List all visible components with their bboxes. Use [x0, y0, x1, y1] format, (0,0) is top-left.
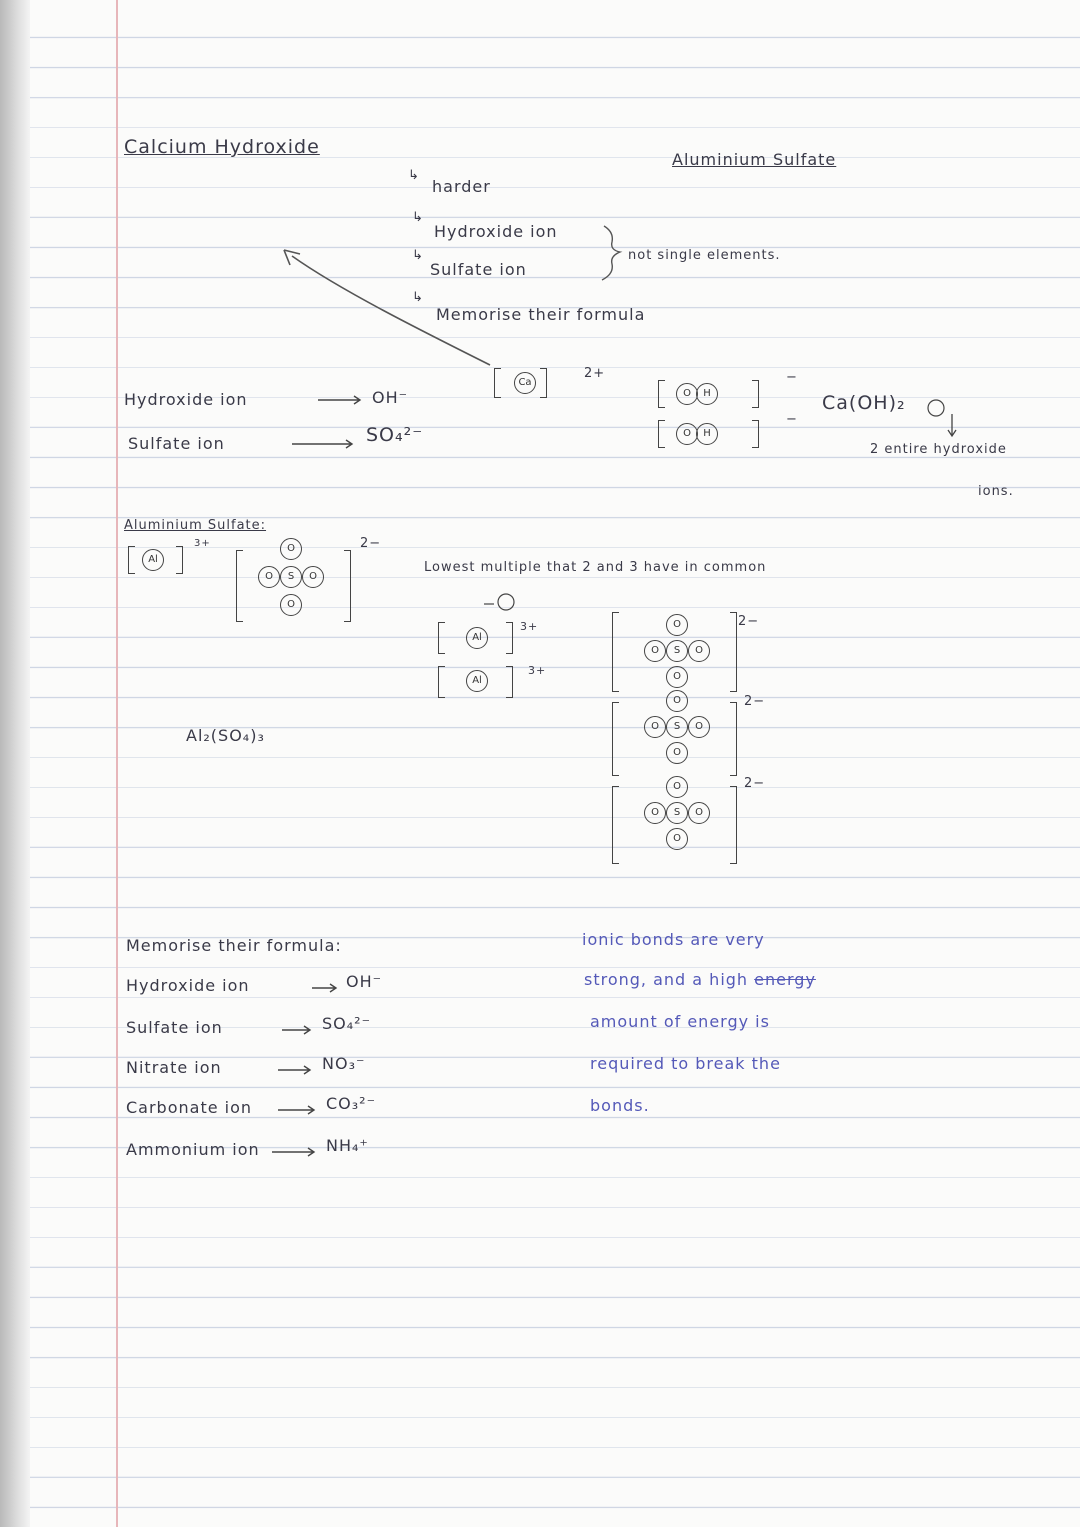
connector-line — [292, 256, 490, 365]
oxygen-atom: O — [666, 742, 688, 764]
calcium-charge: 2+ — [584, 366, 606, 381]
aluminium-atom: Al — [466, 627, 488, 649]
ionic-note-line1: ionic bonds are very — [582, 930, 765, 949]
arrow-icon — [312, 984, 336, 992]
oxygen-atom: O — [688, 802, 710, 824]
oxygen-atom: O — [676, 383, 698, 405]
note-not-single: not single elements. — [628, 248, 781, 263]
aluminium-charge: 3+ — [194, 538, 211, 549]
ionic-note-line3: amount of energy is — [590, 1012, 770, 1031]
memorise-label-hydroxide: Hydroxide ion — [126, 976, 250, 995]
aluminium-charge: 3+ — [528, 664, 547, 677]
hydrogen-atom: H — [696, 423, 718, 445]
arrow-icon — [272, 1148, 314, 1156]
sulfur-atom: S — [666, 640, 688, 662]
note-entire-hydroxide: 2 entire hydroxide — [870, 442, 1007, 457]
oxygen-atom: O — [676, 423, 698, 445]
brace-icon — [602, 226, 620, 280]
oxygen-atom: O — [688, 716, 710, 738]
note-ions: ions. — [978, 484, 1014, 499]
hydroxide-ion-formula: OH⁻ — [372, 388, 409, 407]
oxygen-atom: O — [666, 776, 688, 798]
sulfate-charge: 2− — [738, 614, 760, 629]
sulfur-atom: S — [280, 566, 302, 588]
hydroxide-charge: − — [786, 412, 798, 427]
memorise-formula-ammonium: NH₄⁺ — [326, 1136, 369, 1155]
note-lowest-multiple: Lowest multiple that 2 and 3 have in common — [424, 560, 767, 575]
sulfate-ion-label: Sulfate ion — [128, 434, 225, 453]
bullet-arrow-icon: ↳ — [408, 168, 420, 183]
arrow-icon — [948, 414, 956, 436]
memorise-label-carbonate: Carbonate ion — [126, 1098, 253, 1117]
arrow-icon — [292, 440, 352, 448]
bullet-arrow-icon: ↳ — [412, 248, 424, 263]
ionic-note-line5: bonds. — [590, 1096, 650, 1115]
sulfur-atom: S — [666, 716, 688, 738]
sulfate-charge: 2− — [744, 694, 766, 709]
note-harder: harder — [432, 177, 491, 196]
oxygen-atom: O — [644, 640, 666, 662]
bullet-arrow-icon: ↳ — [412, 210, 424, 225]
hydroxide-charge: − — [786, 370, 798, 385]
bullet-arrow-icon: ↳ — [412, 290, 424, 305]
circle-mark — [498, 594, 514, 610]
sulfate-ion-formula: SO₄²⁻ — [366, 424, 424, 446]
aluminium-sulfate-title: Aluminium Sulfate — [672, 150, 837, 169]
oxygen-atom: O — [280, 538, 302, 560]
aluminium-charge: 3+ — [520, 620, 539, 633]
memorise-label-sulfate: Sulfate ion — [126, 1018, 223, 1037]
oxygen-atom: O — [666, 828, 688, 850]
note-memorise: Memorise their formula — [436, 305, 646, 324]
circle-mark — [928, 400, 944, 416]
memorise-formula-hydroxide: OH⁻ — [346, 972, 383, 991]
sulfate-charge: 2− — [360, 536, 382, 551]
note-hydroxide-ion: Hydroxide ion — [434, 222, 558, 241]
memorise-formula-carbonate: CO₃²⁻ — [326, 1094, 377, 1113]
hydrogen-atom: H — [696, 383, 718, 405]
formula-al2so43: Al₂(SO₄)₃ — [186, 726, 265, 745]
memorise-heading: Memorise their formula: — [126, 936, 342, 955]
ionic-note-line4: required to break the — [590, 1054, 781, 1073]
arrow-icon — [278, 1106, 314, 1114]
oxygen-atom: O — [688, 640, 710, 662]
oxygen-atom: O — [666, 690, 688, 712]
formula-caoh2: Ca(OH)₂ — [822, 392, 906, 414]
oxygen-atom: O — [644, 716, 666, 738]
memorise-formula-sulfate: SO₄²⁻ — [322, 1014, 372, 1033]
oxygen-atom: O — [644, 802, 666, 824]
calcium-atom: Ca — [514, 372, 536, 394]
calcium-hydroxide-title: Calcium Hydroxide — [124, 136, 320, 158]
oxygen-atom: O — [280, 594, 302, 616]
oxygen-atom: O — [666, 614, 688, 636]
memorise-formula-nitrate: NO₃⁻ — [322, 1054, 366, 1073]
arrowhead-icon — [284, 250, 300, 265]
ionic-note-line2: strong, and a high energy — [584, 970, 816, 989]
arrow-icon — [282, 1026, 310, 1034]
oxygen-atom: O — [666, 666, 688, 688]
sulfur-atom: S — [666, 802, 688, 824]
arrow-icon — [318, 396, 360, 404]
note-sulfate-ion: Sulfate ion — [430, 260, 527, 279]
memorise-label-nitrate: Nitrate ion — [126, 1058, 222, 1077]
oxygen-atom: O — [258, 566, 280, 588]
arrow-icon — [278, 1066, 310, 1074]
oxygen-atom: O — [302, 566, 324, 588]
aluminium-atom: Al — [142, 549, 164, 571]
aluminium-atom: Al — [466, 670, 488, 692]
sulfate-charge: 2− — [744, 776, 766, 791]
aluminium-sulfate-subtitle: Aluminium Sulfate: — [124, 518, 267, 533]
memorise-label-ammonium: Ammonium ion — [126, 1140, 260, 1159]
hydroxide-ion-label: Hydroxide ion — [124, 390, 248, 409]
